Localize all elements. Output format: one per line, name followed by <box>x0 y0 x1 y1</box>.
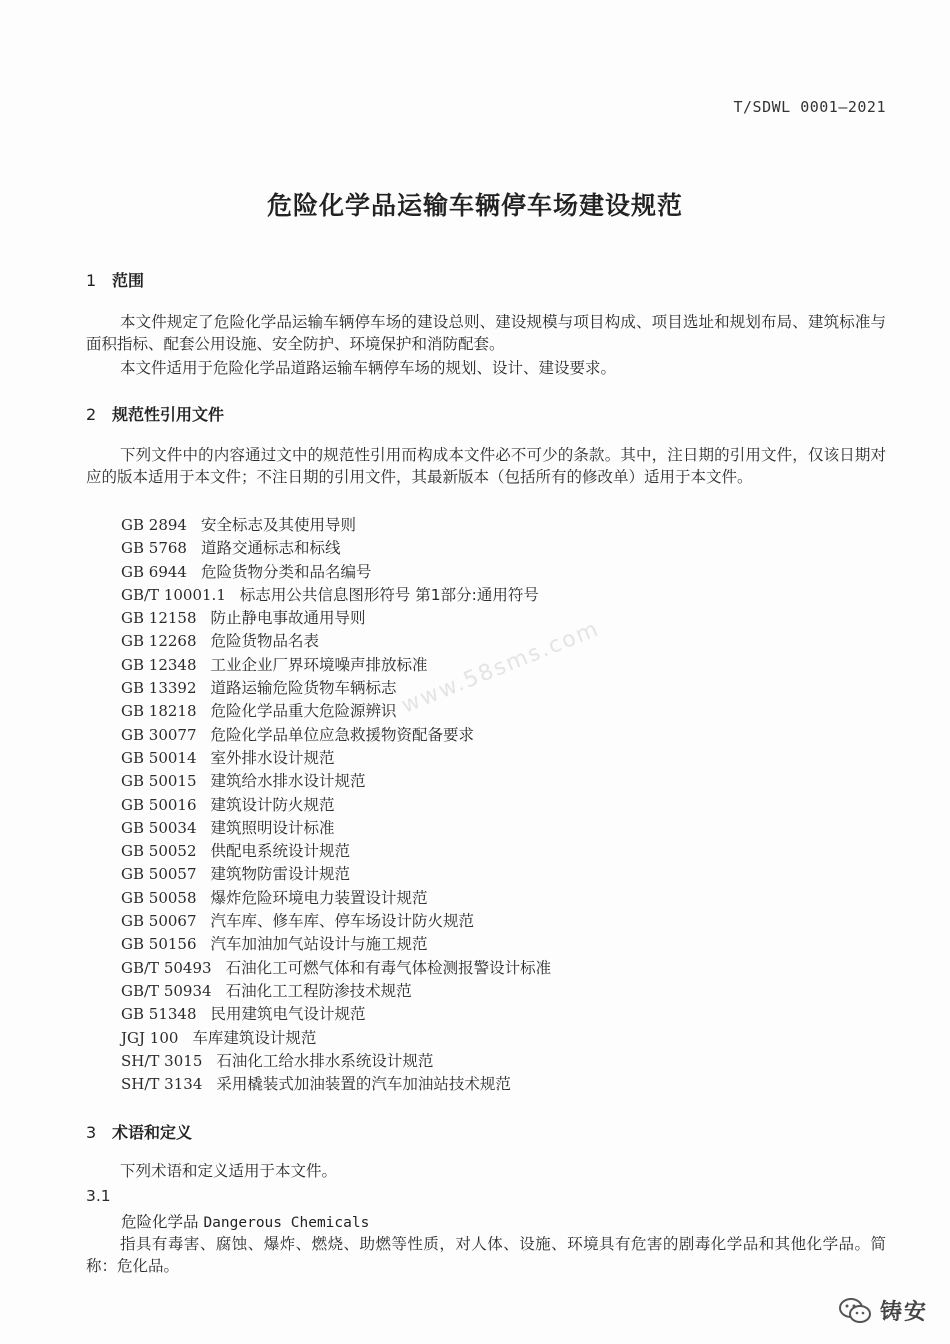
reference-title: 汽车加油加气站设计与施工规范 <box>210 935 428 954</box>
reference-item <box>121 724 551 747</box>
scope-paragraph-1: 本文件规定了危险化学品运输车辆停车场的建设总则、建设规模与项目构成、项目选址和规划布局、建筑标准与面积指标、配套公用设施、安全防护、环境保护和消防配套。 <box>86 313 886 353</box>
reference-title: 建筑给水排水设计规范 <box>210 772 366 791</box>
reference-code: GB 50052 <box>121 842 197 861</box>
term-number: 3.1 <box>86 1187 111 1205</box>
reference-title: 石油化工可燃气体和有毒气体检测报警设计标准 <box>225 958 552 977</box>
reference-code: GB 50156 <box>121 935 197 954</box>
reference-title: 石油化工工程防渗技术规范 <box>225 981 412 1000</box>
term-title-en: Dangerous Chemicals <box>203 1215 370 1231</box>
reference-title: 建筑设计防火规范 <box>210 795 335 814</box>
reference-title: 建筑照明设计标准 <box>210 818 335 837</box>
reference-code: GB 50057 <box>121 865 197 884</box>
reference-code: GB/T 50934 <box>121 981 212 1000</box>
reference-title: 石油化工给水排水系统设计规范 <box>216 1051 434 1070</box>
reference-code: GB 50067 <box>121 912 197 931</box>
reference-item <box>121 537 551 560</box>
watermark-text: www.58sms.com <box>398 616 604 719</box>
reference-title: 危险货物分类和品名编号 <box>200 562 372 581</box>
document-code: T/SDWL 0001—2021 <box>733 98 886 116</box>
reference-title: 民用建筑电气设计规范 <box>210 1005 366 1024</box>
reference-code: GB 12348 <box>121 655 197 674</box>
reference-item <box>121 910 551 933</box>
section-number: 3 <box>86 1123 97 1142</box>
term-title <box>121 1210 369 1232</box>
reference-code: GB 6944 <box>121 562 187 581</box>
section-title: 术语和定义 <box>112 1123 193 1142</box>
reference-code: GB 18218 <box>121 702 197 721</box>
terms-intro: 下列术语和定义适用于本文件。 <box>120 1162 338 1180</box>
brand-mark <box>838 1295 928 1326</box>
reference-code: GB 50016 <box>121 795 197 814</box>
reference-title: 采用橇装式加油装置的汽车加油站技术规范 <box>216 1075 511 1094</box>
reference-title: 建筑物防雷设计规范 <box>210 865 351 884</box>
reference-item <box>121 817 551 840</box>
reference-code: SH/T 3015 <box>121 1051 203 1070</box>
reference-item <box>121 863 551 886</box>
reference-title: 车库建筑设计规范 <box>192 1028 317 1047</box>
reference-code: GB 2894 <box>121 516 187 534</box>
reference-title: 工业企业厂界环境噪声排放标准 <box>210 655 428 674</box>
reference-item <box>121 1050 551 1073</box>
reference-title: 标志用公共信息图形符号 第1部分:通用符号 <box>239 585 539 604</box>
reference-item <box>121 1027 551 1050</box>
reference-item <box>121 514 551 537</box>
reference-code: GB/T 10001.1 <box>121 585 226 604</box>
section-title: 规范性引用文件 <box>112 405 225 424</box>
reference-item <box>121 887 551 910</box>
reference-title: 危险化学品单位应急救援物资配备要求 <box>210 725 475 744</box>
reference-code: JGJ 100 <box>121 1028 179 1047</box>
section-number: 2 <box>86 405 97 424</box>
scope-paragraph-2: 本文件适用于危险化学品道路运输车辆停车场的规划、设计、建设要求。 <box>120 359 617 377</box>
reference-item <box>121 1003 551 1026</box>
reference-title: 道路运输危险货物车辆标志 <box>210 679 397 698</box>
reference-item <box>121 700 551 723</box>
wechat-icon <box>838 1297 872 1325</box>
section-heading-terms <box>86 1120 192 1143</box>
reference-code: GB 50058 <box>121 888 197 907</box>
reference-title: 爆炸危险环境电力装置设计规范 <box>210 888 428 907</box>
reference-code: GB 5768 <box>121 539 187 558</box>
reference-item <box>121 770 551 793</box>
reference-code: GB 12268 <box>121 632 197 651</box>
reference-code: GB 50015 <box>121 772 197 791</box>
document-title: 危险化学品运输车辆停车场建设规范 <box>266 191 683 220</box>
reference-code: GB/T 50493 <box>121 958 212 977</box>
reference-title: 供配电系统设计规范 <box>210 842 351 861</box>
reference-code: GB 51348 <box>121 1005 197 1024</box>
reference-item <box>121 561 551 584</box>
reference-item <box>121 607 551 630</box>
reference-title: 防止静电事故通用导则 <box>210 609 366 628</box>
reference-title: 汽车库、修车库、停车场设计防火规范 <box>210 912 475 931</box>
reference-code: GB 12158 <box>121 609 197 628</box>
section-title: 范围 <box>112 271 145 290</box>
reference-code: GB 50014 <box>121 748 197 767</box>
reference-item <box>121 630 551 653</box>
reference-item <box>121 980 551 1003</box>
reference-title: 安全标志及其使用导则 <box>200 516 356 534</box>
term-title-cn: 危险化学品 <box>121 1213 199 1231</box>
brand-name: 铸安 <box>879 1300 928 1325</box>
reference-code: GB 30077 <box>121 725 197 744</box>
reference-item <box>121 933 551 956</box>
reference-title: 危险化学品重大危险源辨识 <box>210 702 397 721</box>
reference-title: 道路交通标志和标线 <box>200 539 341 558</box>
reference-title: 危险货物品名表 <box>210 632 320 651</box>
section-heading-scope <box>86 268 144 291</box>
reference-item <box>121 794 551 817</box>
reference-code: GB 13392 <box>121 679 197 698</box>
references-intro: 下列文件中的内容通过文中的规范性引用而构成本文件必不可少的条款。其中，注日期的引用文件，仅该日期对应的版本适用于本文件；不注日期的引用文件，其最新版本（包括所有的修改单）适用于本文件。 <box>86 446 886 486</box>
reference-code: SH/T 3134 <box>121 1075 203 1094</box>
reference-item <box>121 957 551 980</box>
section-number: 1 <box>86 271 97 290</box>
reference-item <box>121 840 551 863</box>
reference-item <box>121 747 551 770</box>
reference-title: 室外排水设计规范 <box>210 748 335 767</box>
reference-item <box>121 1073 551 1096</box>
reference-item <box>121 584 551 607</box>
reference-code: GB 50034 <box>121 818 197 837</box>
section-heading-references <box>86 402 224 425</box>
term-definition: 指具有毒害、腐蚀、爆炸、燃烧、助燃等性质，对人体、设施、环境具有危害的剧毒化学品和其他化学品。简称：危化品。 <box>86 1235 886 1275</box>
reference-list <box>121 514 551 1096</box>
